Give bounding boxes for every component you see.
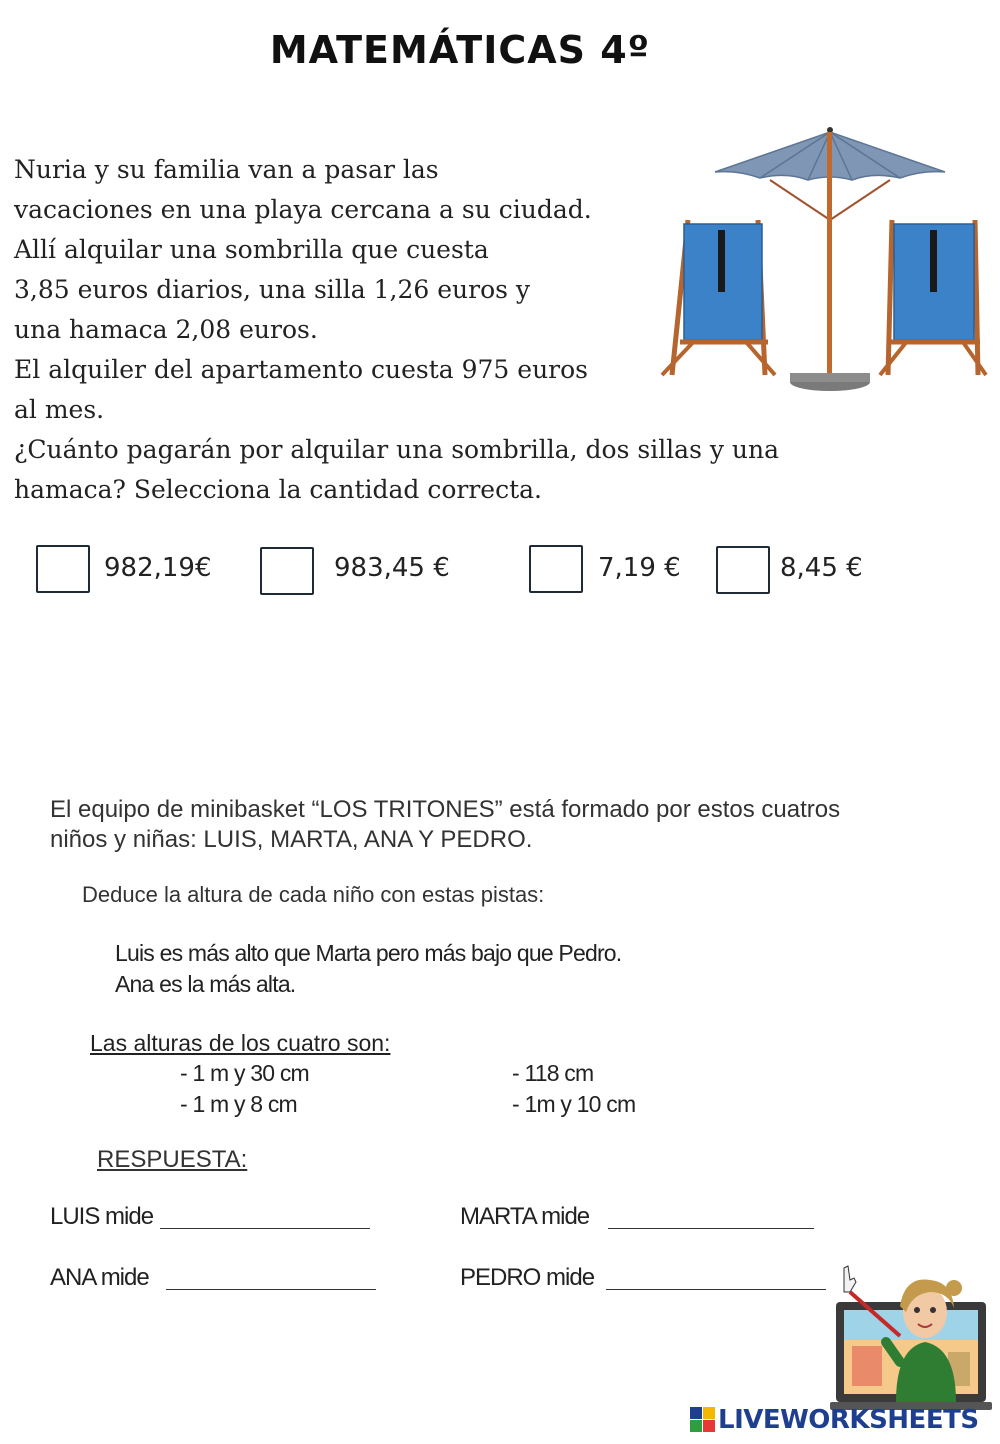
problem-line: 3,85 euros diarios, una silla 1,26 euros y [14,275,531,304]
problem-line: El alquiler del apartamento cuesta 975 euros [14,355,588,384]
answer-field-ana[interactable] [166,1289,376,1290]
liveworksheets-logo [690,1405,979,1435]
answer-label-luis: LUIS mide [50,1203,154,1230]
problem-line: vacaciones en una playa cercana a su ciudad. [14,195,592,224]
answer-label-ana: ANA mide [50,1264,149,1291]
option-checkbox-2[interactable] [260,547,314,595]
option-label-2: 983,45 € [334,553,450,583]
teacher-avatar-laptop-illustration [830,1262,995,1412]
height-value: - 1m y 10 cm [512,1091,636,1117]
answer-field-luis[interactable] [160,1228,370,1229]
height-value: - 1 m y 30 cm [180,1060,309,1086]
intro-line: El equipo de minibasket “LOS TRITONES” está formado por estos cuatros [50,796,841,823]
option-checkbox-4[interactable] [716,546,770,594]
option-label-1: 982,19€ [104,553,212,583]
problem-line: ¿Cuánto pagarán por alquilar una sombrilla, dos sillas y una [14,435,780,464]
option-label-3: 7,19 € [598,553,681,583]
answer-label-marta: MARTA mide [460,1203,590,1230]
option-checkbox-1[interactable] [36,545,90,593]
intro-line: niños y niñas: LUIS, MARTA, ANA Y PEDRO. [50,826,533,853]
clue-line: Ana es la más alta. [115,971,296,997]
problem-2-subtitle: Deduce la altura de cada niño con estas pistas: [82,882,545,907]
height-value: - 118 cm [512,1060,594,1086]
answer-heading: RESPUESTA: [97,1146,248,1173]
height-value: - 1 m y 8 cm [180,1091,297,1117]
problem-line: al mes. [14,395,105,424]
problem-line: una hamaca 2,08 euros. [14,315,318,344]
answer-label-pedro: PEDRO mide [460,1264,595,1291]
problem-line: Allí alquilar una sombrilla que cuesta [14,235,489,264]
problem-2-intro [50,795,980,855]
worksheet-title: MATEMÁTICAS 4º [269,28,651,72]
liveworksheets-logo-icon [690,1407,716,1433]
clues-block [115,938,621,1000]
answer-field-pedro[interactable] [606,1289,826,1290]
problem-line: Nuria y su familia van a pasar las [14,155,439,184]
answer-field-marta[interactable] [608,1228,814,1229]
liveworksheets-logo-text: LIVEWORKSHEETS [718,1405,979,1435]
clue-line: Luis es más alto que Marta pero más bajo que Pedro. [115,940,622,966]
option-checkbox-3[interactable] [529,545,583,593]
problem-line: hamaca? Selecciona la cantidad correcta. [14,475,542,504]
heights-heading: Las alturas de los cuatro son: [90,1030,391,1056]
beach-umbrella-chairs-illustration [660,120,990,400]
option-label-4: 8,45 € [780,553,863,583]
